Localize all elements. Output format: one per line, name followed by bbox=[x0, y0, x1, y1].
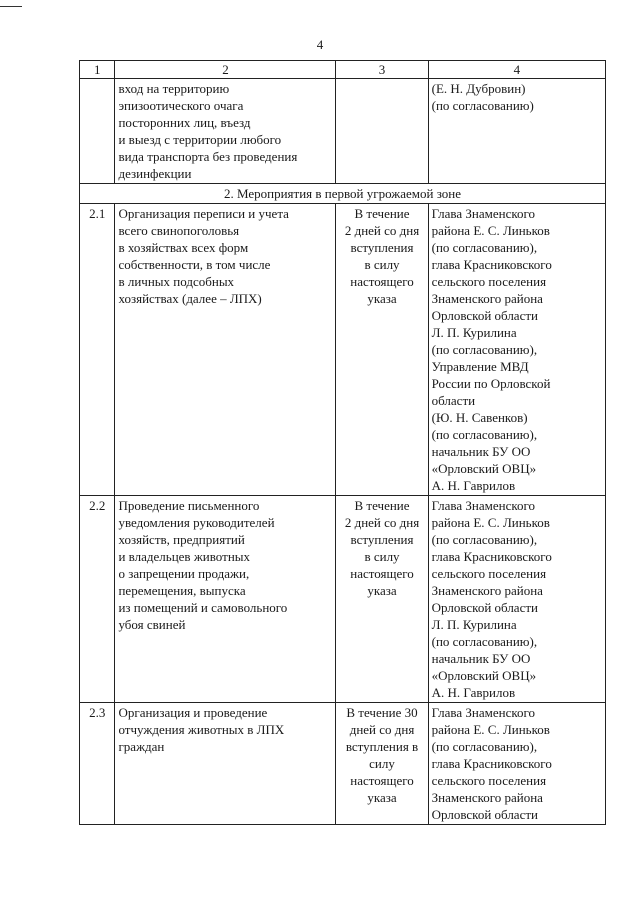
cell-line: Управление МВД bbox=[431, 359, 529, 374]
cell-line: вступления в bbox=[345, 739, 419, 754]
cell-line: «Орловский ОВЦ» bbox=[431, 461, 537, 476]
cell-line: (Е. Н. Дубровин) bbox=[431, 81, 526, 96]
cell-line: дезинфекции bbox=[118, 166, 192, 181]
measure-cell bbox=[115, 703, 336, 825]
cell-line: сельского поселения bbox=[431, 566, 547, 581]
table-row bbox=[80, 496, 606, 703]
cell-line: В течение 30 bbox=[346, 705, 418, 720]
continuation-measure-cell bbox=[115, 79, 336, 184]
cell-line: Знаменского района bbox=[431, 790, 543, 805]
cell-line: глава Красниковского bbox=[431, 257, 552, 272]
cell-line: Орловской области bbox=[431, 807, 538, 822]
cell-line: настоящего bbox=[350, 274, 414, 289]
cell-line: о запрещении продажи, bbox=[118, 566, 250, 581]
cell-line: хозяйствах (далее – ЛПХ) bbox=[118, 291, 262, 306]
cell-line: настоящего bbox=[350, 566, 414, 581]
cell-line: Л. П. Курилина bbox=[431, 325, 517, 340]
cell-line: Проведение письменного bbox=[118, 498, 260, 513]
continuation-deadline-cell bbox=[336, 79, 428, 184]
cell-line: собственности, в том числе bbox=[118, 257, 271, 272]
cell-line: в хозяйствах всех форм bbox=[118, 240, 249, 255]
page-number: 4 bbox=[316, 37, 324, 52]
cell-line: (по согласованию), bbox=[431, 342, 538, 357]
table-body bbox=[80, 61, 606, 825]
cell-line: граждан bbox=[118, 739, 165, 754]
cell-line: «Орловский ОВЦ» bbox=[431, 668, 537, 683]
cell-line: (по согласованию) bbox=[431, 98, 534, 113]
cell-line: вступления bbox=[350, 532, 414, 547]
cell-line: Орловской области bbox=[431, 600, 538, 615]
cell-line: Глава Знаменского bbox=[431, 705, 536, 720]
cell-line: 2 дней со дня bbox=[344, 223, 420, 238]
cell-line: начальник БУ ОО bbox=[431, 651, 531, 666]
cell-line: Организация переписи и учета bbox=[118, 206, 289, 221]
table-row bbox=[80, 703, 606, 825]
row-number-cell: 2.1 bbox=[80, 204, 115, 496]
column-header-3: 3 bbox=[336, 61, 428, 79]
cell-line: вступления bbox=[350, 240, 414, 255]
cell-line: и владельцев животных bbox=[118, 549, 251, 564]
measure-cell bbox=[115, 204, 336, 496]
cell-line: В течение bbox=[354, 498, 410, 513]
cell-line: хозяйств, предприятий bbox=[118, 532, 245, 547]
cell-line: вида транспорта без проведения bbox=[118, 149, 298, 164]
cell-line: указа bbox=[367, 790, 397, 805]
cell-line: Знаменского района bbox=[431, 291, 543, 306]
cell-line: начальник БУ ОО bbox=[431, 444, 531, 459]
cell-line: посторонних лиц, въезд bbox=[118, 115, 251, 130]
cell-line: в силу bbox=[364, 549, 400, 564]
cell-line: уведомления руководителей bbox=[118, 515, 275, 530]
column-header-1: 1 bbox=[80, 61, 115, 79]
cell-line: (по согласованию), bbox=[431, 634, 538, 649]
cell-line: убоя свиней bbox=[118, 617, 186, 632]
cell-line: сельского поселения bbox=[431, 773, 547, 788]
cell-line: В течение bbox=[354, 206, 410, 221]
cell-line: Л. П. Курилина bbox=[431, 617, 517, 632]
cell-line: области bbox=[431, 393, 476, 408]
cell-line: дней со дня bbox=[349, 722, 415, 737]
cell-line: района Е. С. Линьков bbox=[431, 223, 550, 238]
cell-line: силу bbox=[369, 756, 395, 771]
cell-line: всего свинопоголовья bbox=[118, 223, 240, 238]
responsible-cell bbox=[428, 204, 605, 496]
cell-line: сельского поселения bbox=[431, 274, 547, 289]
cell-line: (по согласованию), bbox=[431, 739, 538, 754]
cell-line: (по согласованию), bbox=[431, 427, 538, 442]
cell-line: Организация и проведение bbox=[118, 705, 268, 720]
cell-line: и выезд с территории любого bbox=[118, 132, 282, 147]
responsible-cell bbox=[428, 703, 605, 825]
column-header-2: 2 bbox=[115, 61, 336, 79]
cell-line: вход на территорию bbox=[118, 81, 230, 96]
deadline-cell bbox=[336, 703, 428, 825]
deadline-cell bbox=[336, 204, 428, 496]
cell-line: Знаменского района bbox=[431, 583, 543, 598]
responsible-cell bbox=[428, 496, 605, 703]
row-number-cell: 2.3 bbox=[80, 703, 115, 825]
measure-cell bbox=[115, 496, 336, 703]
cell-line: района Е. С. Линьков bbox=[431, 722, 550, 737]
cell-line: (Ю. Н. Савенков) bbox=[431, 410, 528, 425]
continuation-responsible-cell bbox=[428, 79, 605, 184]
section-row bbox=[80, 184, 606, 204]
continuation-number-cell bbox=[80, 79, 115, 184]
cell-line: в личных подсобных bbox=[118, 274, 235, 289]
continuation-row bbox=[80, 79, 606, 184]
column-header-4: 4 bbox=[428, 61, 605, 79]
section-title: 2. Мероприятия в первой угрожаемой зоне bbox=[80, 184, 606, 204]
cell-line: А. Н. Гаврилов bbox=[431, 685, 516, 700]
cell-line: района Е. С. Линьков bbox=[431, 515, 550, 530]
cell-line: (по согласованию), bbox=[431, 240, 538, 255]
cell-line: (по согласованию), bbox=[431, 532, 538, 547]
row-number-cell: 2.2 bbox=[80, 496, 115, 703]
cell-line: указа bbox=[367, 583, 397, 598]
cell-line: России по Орловской bbox=[431, 376, 551, 391]
cell-line: Глава Знаменского bbox=[431, 498, 536, 513]
cell-line: в силу bbox=[364, 257, 400, 272]
cell-line: глава Красниковского bbox=[431, 756, 552, 771]
table-row bbox=[80, 204, 606, 496]
cell-line: отчуждения животных в ЛПХ bbox=[118, 722, 285, 737]
cell-line: настоящего bbox=[350, 773, 414, 788]
cell-line: глава Красниковского bbox=[431, 549, 552, 564]
measures-table bbox=[79, 60, 606, 825]
cell-line: 2 дней со дня bbox=[344, 515, 420, 530]
deadline-cell bbox=[336, 496, 428, 703]
cell-line: перемещения, выпуска bbox=[118, 583, 246, 598]
cell-line: из помещений и самовольного bbox=[118, 600, 288, 615]
table-header-row bbox=[80, 61, 606, 79]
cell-line: Глава Знаменского bbox=[431, 206, 536, 221]
cell-line: указа bbox=[367, 291, 397, 306]
cell-line: А. Н. Гаврилов bbox=[431, 478, 516, 493]
cell-line: эпизоотического очага bbox=[118, 98, 244, 113]
cell-line: Орловской области bbox=[431, 308, 538, 323]
corner-scan-mark bbox=[0, 6, 22, 7]
